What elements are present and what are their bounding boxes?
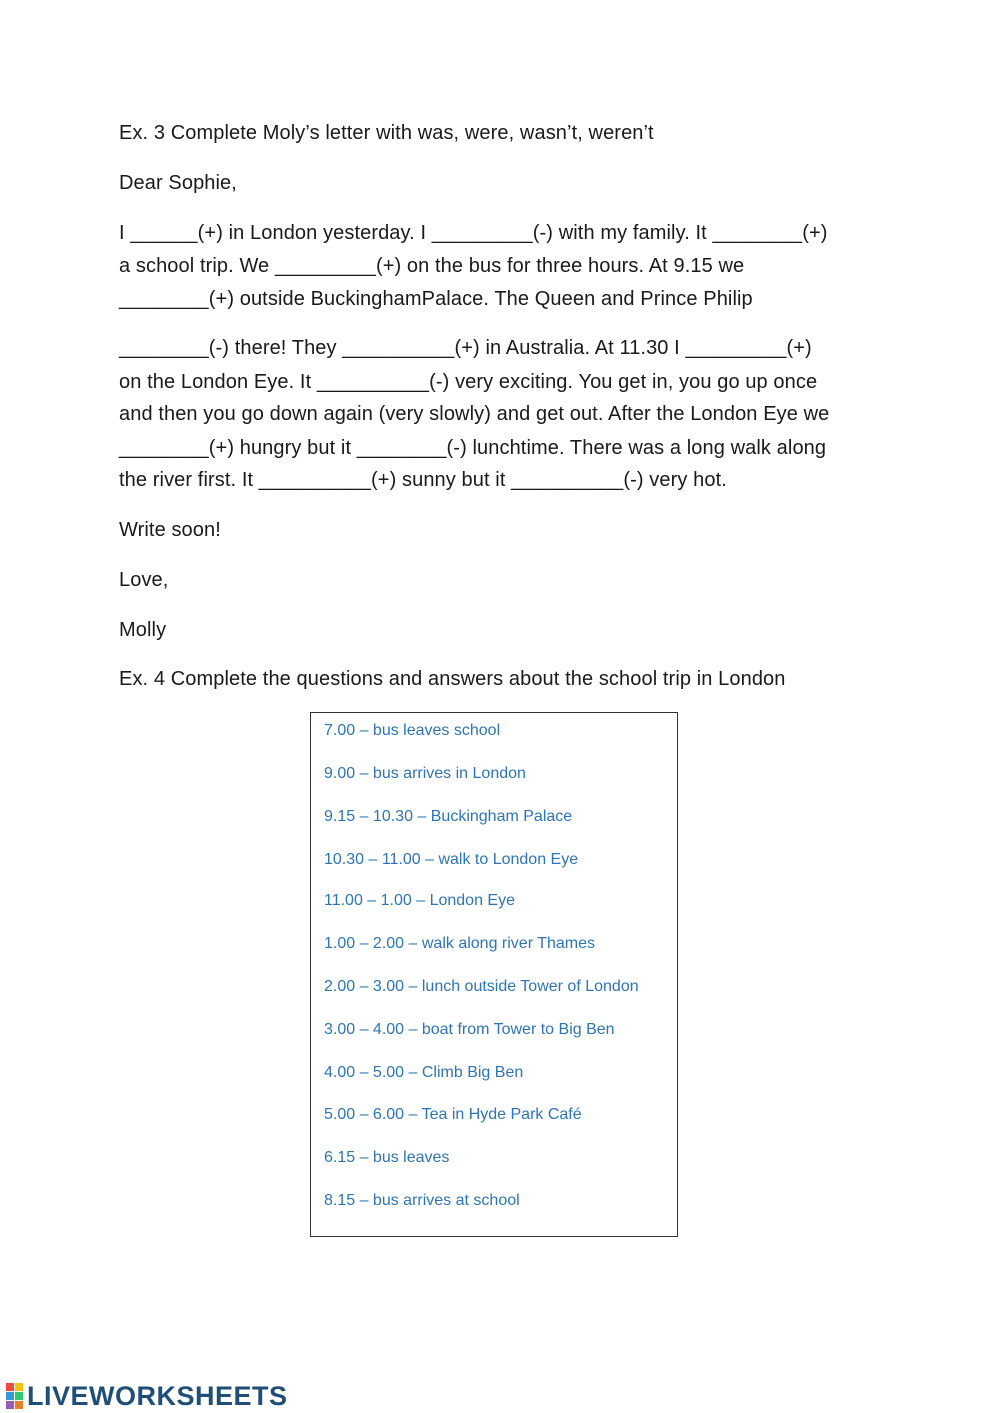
schedule-item: 5.00 – 6.00 – Tea in Hyde Park Café <box>324 1106 582 1123</box>
schedule-box <box>310 712 678 1237</box>
letter-paragraph-2-line: ________(-) there! They __________(+) in Australia. At 11.30 I _________(+) <box>119 337 812 359</box>
schedule-item: 9.00 – bus arrives in London <box>324 765 526 782</box>
letter-paragraph-2-line: ________(+) hungry but it ________(-) lunchtime. There was a long walk along <box>119 437 827 459</box>
schedule-item: 2.00 – 3.00 – lunch outside Tower of London <box>324 978 639 995</box>
letter-signoff: Love, <box>119 569 169 591</box>
schedule-item: 11.00 – 1.00 – London Eye <box>324 892 515 909</box>
letter-closing: Write soon! <box>119 519 221 541</box>
letter-paragraph-2-line: and then you go down again (very slowly) and get out. After the London Eye we <box>119 403 830 425</box>
schedule-item: 8.15 – bus arrives at school <box>324 1192 520 1209</box>
schedule-item: 9.15 – 10.30 – Buckingham Palace <box>324 808 573 825</box>
schedule-item: 4.00 – 5.00 – Climb Big Ben <box>324 1064 524 1081</box>
schedule-item: 7.00 – bus leaves school <box>324 722 501 739</box>
letter-paragraph-1-line: I ______(+) in London yesterday. I _________(-) with my family. It ________(+) <box>119 222 828 244</box>
schedule-item: 10.30 – 11.00 – walk to London Eye <box>324 851 579 868</box>
letter-paragraph-2-line: the river first. It __________(+) sunny but it __________(-) very hot. <box>119 469 727 491</box>
schedule-item: 1.00 – 2.00 – walk along river Thames <box>324 935 595 952</box>
letter-signature: Molly <box>119 619 167 641</box>
exercise-3-title: Ex. 3 Complete Moly’s letter with was, were, wasn’t, weren’t <box>119 122 654 144</box>
liveworksheets-logo[interactable] <box>6 1380 288 1412</box>
letter-paragraph-2-line: on the London Eye. It __________(-) very exciting. You get in, you go up once <box>119 371 818 393</box>
logo-blocks-icon <box>6 1383 23 1409</box>
schedule-item: 3.00 – 4.00 – boat from Tower to Big Ben <box>324 1021 615 1038</box>
exercise-4-title: Ex. 4 Complete the questions and answers about the school trip in London <box>119 668 786 690</box>
letter-greeting: Dear Sophie, <box>119 172 237 194</box>
letter-paragraph-1-line: ________(+) outside BuckinghamPalace. The Queen and Prince Philip <box>119 288 753 310</box>
letter-paragraph-1-line: a school trip. We _________(+) on the bus for three hours. At 9.15 we <box>119 255 745 277</box>
schedule-item: 6.15 – bus leaves <box>324 1149 450 1166</box>
logo-text: LIVEWORKSHEETS <box>27 1380 288 1411</box>
